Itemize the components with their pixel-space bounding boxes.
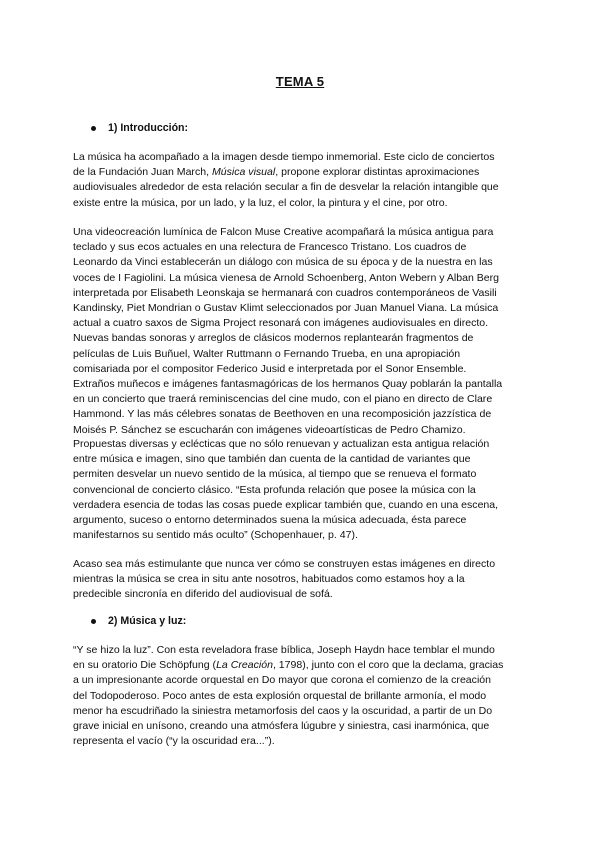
- text-line: Kandinsky, Piet Mondrian o Gustav Klimt seleccionados por Juan Manuel Viana. La música: [73, 302, 499, 315]
- text-line: predecible sincronía en diferido del audiovisual de sofá.: [73, 588, 333, 601]
- text-line: Propuestas diversas y eclécticas que no sólo renuevan y actualizan esta antigua relación: [73, 438, 490, 450]
- text-line: Extraños muñecos e imágenes fantasmagóricas de los hermanos Quay poblarán la pantalla: [73, 378, 503, 391]
- section-heading-introduccion: [91, 122, 188, 134]
- italic-title: La Creación: [216, 659, 273, 672]
- section-heading-label: 2) Música y luz:: [108, 615, 187, 627]
- text-line: en un concierto que traerá reminiscencias del cine mudo, con el piano en directo de Clare: [73, 393, 493, 406]
- bullet-icon: [91, 619, 96, 624]
- text-line: La música ha acompañado a la imagen desde tiempo inmemorial. Este ciclo de conciertos: [73, 151, 495, 163]
- text-line: mientras la música se crea in situ ante nosotros, habituados como estamos hoy a la: [73, 573, 465, 586]
- text-line: Una videocreación lumínica de Falcon Muse Creative acompañará la música antigua para: [73, 226, 494, 238]
- paragraph-intro: [73, 150, 533, 211]
- text-line: comisariada por el compositor Federico Jusid e interpretada por el Sonor Ensemble.: [73, 362, 467, 375]
- text-line: verdadera esencia de todas las cosas puede explicar también que, cuando en una escena,: [73, 498, 499, 511]
- text-line: de la Fundación Juan March, Música visual, propone explorar distintas aproximaciones: [73, 166, 480, 179]
- text-line: manifestarnos su sentido más oculto” (Schopenhauer, p. 47).: [73, 529, 358, 542]
- text-line: voces de I Fagiolini. La música vienesa de Arnold Schoenberg, Anton Webern y Alban Berg: [73, 271, 500, 284]
- text-line: del Todopoderoso. Poco antes de esta explosión orquestal de brillante armonía, el modo: [73, 689, 487, 702]
- text-line: actual a cuatro saxos de Sigma Project resonará con imágenes audiovisuales en directo.: [73, 317, 489, 330]
- text-line: “Y se hizo la luz”. Con esta reveladora frase bíblica, Joseph Haydn hace temblar el mundo: [73, 644, 495, 656]
- paragraph-program: [73, 225, 533, 438]
- text-line: argumento, suceso o entorno determinados suena la música adecuada, ésta parece: [73, 514, 467, 527]
- text-line: Leonardo da Vinci establecerán un diálogo con música de su época y de la nuestra en las: [73, 256, 493, 269]
- text-line: películas de Luis Buñuel, Walter Ruttmann o Fernando Trueba, en una apropiación: [73, 347, 461, 360]
- text-line: Nuevas bandas sonoras y arreglos de clásicos modernos replantearán fragmentos de: [73, 332, 474, 345]
- text-line: convencional de concierto clásico. “Esta profunda relación que posee la música con la: [73, 483, 476, 496]
- text-line: representa el vacío (“y la oscuridad era...”).: [73, 735, 275, 748]
- text-line: audiovisuales alrededor de esta relación secular a fin de desvelar la relación intangible que: [73, 181, 499, 194]
- section-heading-musica-y-luz: [91, 615, 186, 627]
- text-line: permiten desvelar un nuevo sentido de la música, al tiempo que se renueva el formato: [73, 468, 477, 481]
- text-line: Hammond. Y las más célebres sonatas de Beethoven en una recomposición jazzística de: [73, 408, 492, 421]
- text-line: grave inicial en unísono, creando una atmósfera lúgubre y siniestra, casi inarmónica, que: [73, 720, 490, 733]
- text-line: en su oratorio Die Schöpfung (La Creación, 1798), junto con el coro que la declama, gracias: [73, 659, 504, 672]
- paragraph-proposals: [73, 437, 533, 543]
- text-line: Acaso sea más estimulante que nunca ver cómo se construyen estas imágenes en directo: [73, 558, 496, 570]
- bullet-icon: [91, 126, 96, 131]
- section-heading-label: 1) Introducción:: [108, 122, 189, 134]
- text-line: teclado y sus ecos actuales en una relectura de Francesco Tristano. Los cuadros de: [73, 241, 467, 254]
- text-line: interpretada por Elisabeth Leonskaja se hermanará con cuadros contemporáneos de Vasili: [73, 286, 497, 299]
- text-line: existe entre la música, por un lado, y la luz, el color, la pintura y el cine, por otro.: [73, 196, 448, 209]
- document-title: TEMA 5: [275, 74, 325, 89]
- italic-title: Música visual: [211, 166, 276, 179]
- text-line: entre música e imagen, sino que también dan cuenta de la cantidad de variantes que: [73, 453, 471, 466]
- paragraph-haydn: [73, 643, 533, 749]
- paragraph-acaso: [73, 557, 533, 603]
- text-line: menor ha escudriñado la siniestra metamorfosis del caos y la oscuridad, a partir de un Do: [73, 704, 493, 717]
- text-line: Moisés P. Sánchez se escucharán con imágenes videoartísticas de Pedro Chamizo.: [73, 423, 466, 436]
- text-line: a un impresionante acorde orquestal en Do mayor que corona el comienzo de la creación: [73, 674, 492, 687]
